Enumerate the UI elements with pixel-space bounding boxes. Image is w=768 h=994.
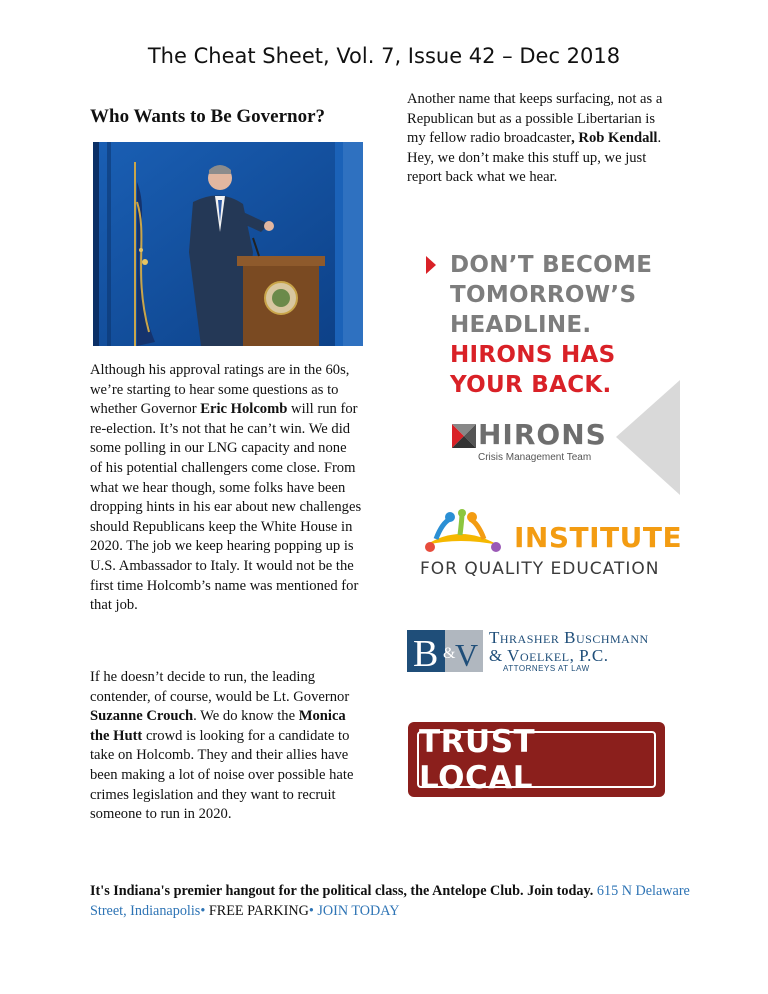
footer-join-link[interactable]: JOIN TODAY	[313, 903, 400, 919]
newsletter-header: The Cheat Sheet, Vol. 7, Issue 42 – Dec 2018	[147, 44, 621, 68]
trust-local-ad[interactable]	[408, 722, 665, 797]
paragraph-2-text-c: crowd is looking for a candidate to take on Holcomb. They and their allies have been making a lot of noise over possible hate crimes legislation and they want to recruit someone to run in 2020.	[90, 727, 354, 823]
hirons-line-1: DON’T BECOME	[450, 252, 653, 278]
footer-separator-2: •	[308, 903, 314, 919]
institute-logo-icon	[420, 509, 504, 555]
hirons-line-4: HIRONS HAS	[450, 342, 616, 368]
trust-local-label: TRUST LOCAL	[417, 731, 656, 788]
article-paragraph-2	[90, 668, 362, 825]
svg-text:B: B	[413, 633, 439, 674]
thrasher-line-3: ATTORNEYS AT LAW	[503, 664, 590, 673]
name-rob-kendall: , Rob Kendall	[571, 130, 658, 147]
footer-intro: It's Indiana's premier hangout for the political class, the Antelope Club. Join today.	[90, 883, 594, 899]
bv-logo-icon	[407, 628, 483, 674]
footer-address-link[interactable]: 615 N Delaware Street, Indianapolis	[90, 883, 690, 919]
hirons-line-2: TOMORROW’S	[450, 282, 637, 308]
paragraph-1-text-b: will run for re-election. It’s not that he can’t win. We did some polling in our LNG capacity and none of his potential challengers come close. From what we hear though, some folks have been dropping hints in his ear about new challenges should Republicans keep the White House in 2020. The job we keep hearing popping up is U.S. Ambassador to Italy. It would not be the first time Holcomb’s name was mentioned for that job.	[90, 401, 362, 614]
governor-photo-illustration	[93, 142, 363, 346]
hirons-logo-icon	[452, 424, 476, 448]
article-paragraph-3	[407, 90, 677, 188]
footer	[90, 881, 690, 921]
thrasher-line-1: Thrasher Buschmann	[489, 628, 649, 647]
institute-title: INSTITUTE	[514, 521, 683, 554]
paragraph-2-text-b: . We do know the	[193, 708, 299, 725]
paragraph-3-text-a: Another name that keeps surfacing, not as a Republican but as a possible Libertarian is my fellow radio broadcaster	[407, 91, 663, 147]
hirons-tagline: Crisis Management Team	[478, 452, 592, 463]
paragraph-1-text-a: Although his approval ratings are in the 60s, we’re starting to hear some questions as to whether Governor	[90, 362, 350, 418]
footer-separator-1: •	[200, 903, 206, 919]
svg-text:&: &	[443, 645, 456, 662]
paragraph-3-text-b: . Hey, we don’t make this stuff up, we just report back what we hear.	[407, 130, 662, 186]
red-arrow-icon	[424, 254, 438, 276]
institute-subtitle: FOR QUALITY EDUCATION	[420, 559, 660, 579]
name-eric-holcomb: Eric Holcomb	[200, 401, 288, 418]
hirons-brand: HIRONS	[478, 418, 607, 451]
name-suzanne-crouch: Suzanne Crouch	[90, 708, 194, 725]
paragraph-2-text-a: If he doesn’t decide to run, the leading contender, of course, would be Lt. Governor	[90, 669, 350, 705]
name-monica-the-hutt: Monica the Hutt	[90, 708, 346, 744]
hirons-ad[interactable]	[420, 250, 680, 495]
governor-photo	[93, 142, 363, 346]
footer-parking: FREE PARKING	[205, 903, 309, 919]
thrasher-ad[interactable]	[407, 626, 682, 676]
institute-ad[interactable]	[418, 505, 683, 585]
thrasher-line-2: & Voelkel, P.C.	[489, 646, 609, 665]
article-paragraph-1	[90, 361, 362, 616]
hirons-line-3: HEADLINE.	[450, 312, 592, 338]
svg-text:V: V	[455, 637, 479, 673]
grey-chevron-shape	[616, 380, 680, 495]
hirons-line-5: YOUR BACK.	[450, 372, 612, 398]
article-headline: Who Wants to Be Governor?	[90, 106, 326, 127]
